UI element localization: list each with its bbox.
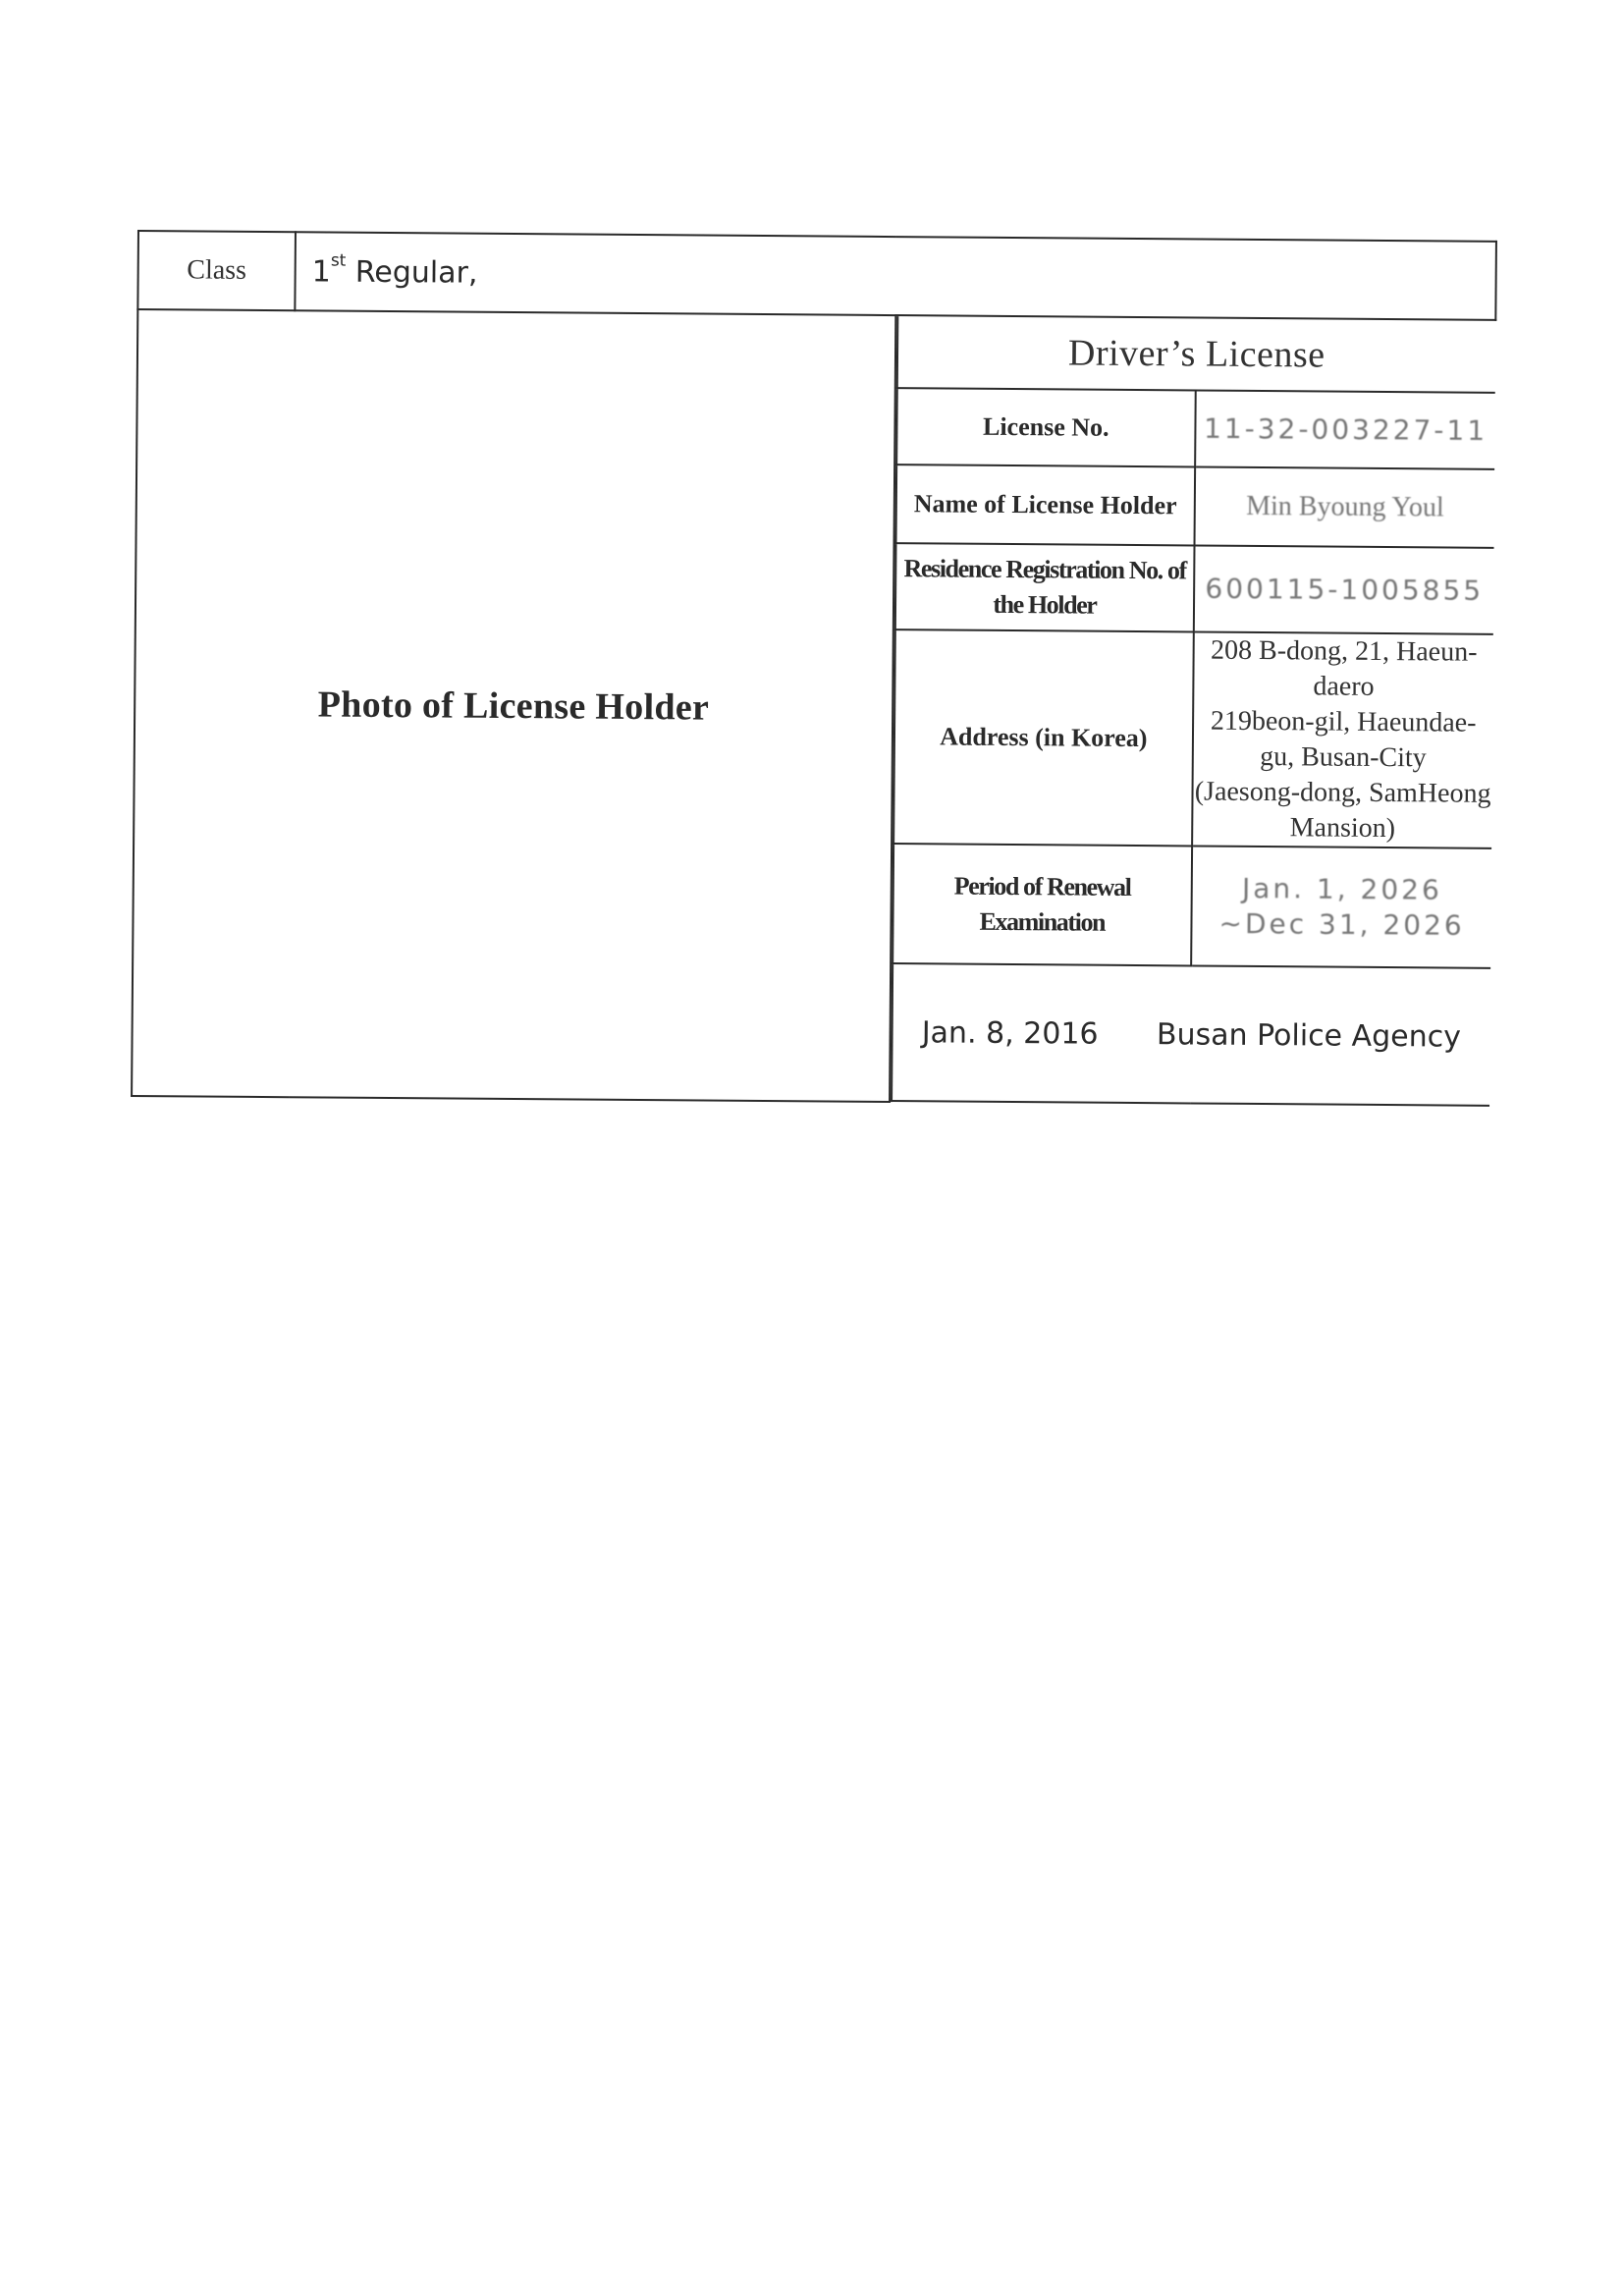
residence-registration-row [894, 543, 1493, 634]
issue-cell [892, 963, 1491, 1106]
class-label: Class [137, 231, 296, 310]
license-form-table [131, 230, 1497, 1108]
license-number-value: 11-32-003227-11 [1195, 390, 1494, 468]
license-title-row [896, 316, 1495, 393]
holder-name-value: Min Byoung Youl [1195, 466, 1494, 547]
license-number-row [896, 388, 1495, 469]
class-value-text: Regular, [346, 254, 478, 291]
license-details-table [891, 316, 1496, 1107]
address-line-3: (Jaesong-dong, SamHeong Mansion) [1194, 776, 1491, 845]
class-row [137, 231, 1496, 320]
residence-registration-label: Residence Registration No. of the Holder [894, 543, 1194, 631]
residence-registration-value: 600115-1005855 [1194, 545, 1493, 633]
renewal-period-label: Period of Renewal Examination [893, 844, 1193, 965]
issuing-agency: Busan Police Agency [1156, 1016, 1462, 1055]
issue-date: Jan. 8, 2016 [921, 1014, 1099, 1052]
class-value-suffix: st [330, 250, 347, 271]
holder-name-row [895, 465, 1494, 548]
license-number-label: License No. [896, 388, 1196, 466]
address-line-2: 219beon-gil, Haeundae-gu, Busan-City [1210, 705, 1477, 774]
issue-row [892, 963, 1491, 1106]
license-document [131, 230, 1497, 1108]
class-value-number: 1 [311, 253, 331, 290]
issue-info [893, 1015, 1490, 1055]
renewal-period-row [893, 844, 1491, 968]
license-title: Driver’s License [896, 316, 1495, 393]
main-row [132, 309, 1495, 1107]
address-label: Address (in Korea) [893, 629, 1194, 846]
holder-name-label: Name of License Holder [895, 465, 1195, 545]
license-details [890, 315, 1496, 1107]
class-value [295, 232, 1496, 320]
renewal-period-start: Jan. 1, 2026 [1241, 871, 1442, 906]
photo-placeholder: Photo of License Holder [132, 309, 895, 1102]
address-line-1: 208 B-dong, 21, Haeun-daero [1210, 634, 1478, 702]
renewal-period-end: ~Dec 31, 2026 [1218, 906, 1465, 942]
address-value [1192, 631, 1492, 847]
renewal-period-value [1191, 846, 1491, 967]
address-row [893, 629, 1493, 848]
